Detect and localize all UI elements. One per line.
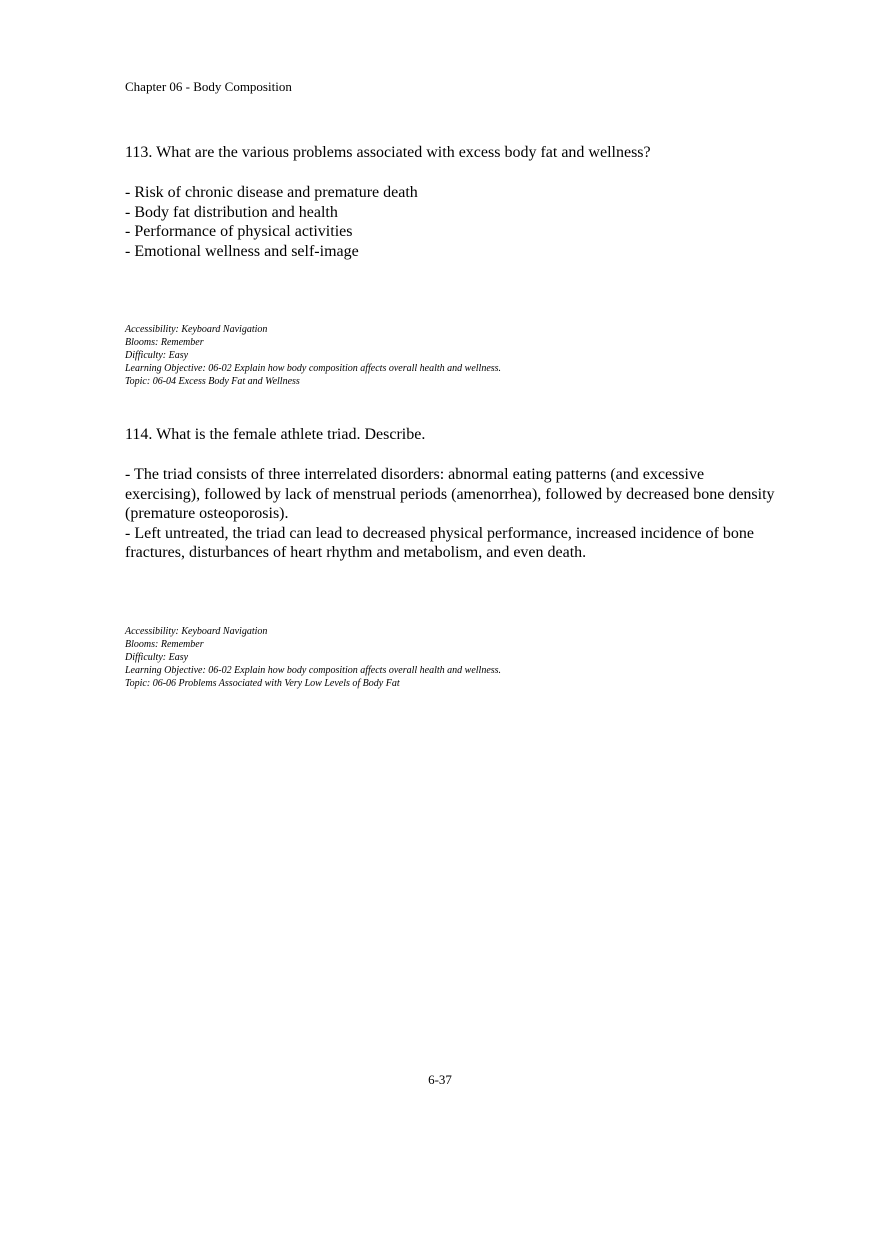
question-title: 114. What is the female athlete triad. Describe. xyxy=(125,426,426,443)
meta-difficulty: Difficulty: Easy xyxy=(125,350,189,361)
meta-blooms: Blooms: Remember xyxy=(125,639,204,650)
answer-list xyxy=(125,183,775,261)
answer-item: - Body fat distribution and health xyxy=(125,203,338,221)
meta-difficulty: Difficulty: Easy xyxy=(125,652,189,663)
meta-topic: Topic: 06-06 Problems Associated with Very Low Levels of Body Fat xyxy=(125,678,400,689)
page-number: 6-37 xyxy=(428,1072,452,1087)
meta-learning-objective: Learning Objective: 06-02 Explain how body composition affects overall health and wellness. xyxy=(125,363,502,374)
answer-list xyxy=(125,465,775,563)
answer-item: - Left untreated, the triad can lead to decreased physical performance, increased incidence of bone fractures, disturbances of heart rhythm and metabolism, and even death. xyxy=(125,524,755,561)
meta-blooms: Blooms: Remember xyxy=(125,337,204,348)
meta-topic: Topic: 06-04 Excess Body Fat and Wellness xyxy=(125,376,300,387)
question-113-metadata xyxy=(125,323,501,388)
chapter-header: Chapter 06 - Body Composition xyxy=(125,79,292,94)
question-title: 113. What are the various problems associated with excess body fat and wellness? xyxy=(125,144,651,161)
question-113 xyxy=(125,143,775,261)
answer-item: - The triad consists of three interrelated disorders: abnormal eating patterns (and excessive exercising), followed by lack of menstrual periods (amenorrhea), followed by decreased bone density (premature osteoporosis). xyxy=(125,466,775,522)
meta-learning-objective: Learning Objective: 06-02 Explain how body composition affects overall health and wellness. xyxy=(125,665,502,676)
answer-item: - Performance of physical activities xyxy=(125,223,353,240)
question-114-metadata xyxy=(125,625,501,690)
answer-item: - Emotional wellness and self-image xyxy=(125,242,359,260)
question-114 xyxy=(125,425,775,563)
answer-item: - Risk of chronic disease and premature death xyxy=(125,184,418,201)
meta-accessibility: Accessibility: Keyboard Navigation xyxy=(125,626,268,637)
meta-accessibility: Accessibility: Keyboard Navigation xyxy=(125,324,268,335)
